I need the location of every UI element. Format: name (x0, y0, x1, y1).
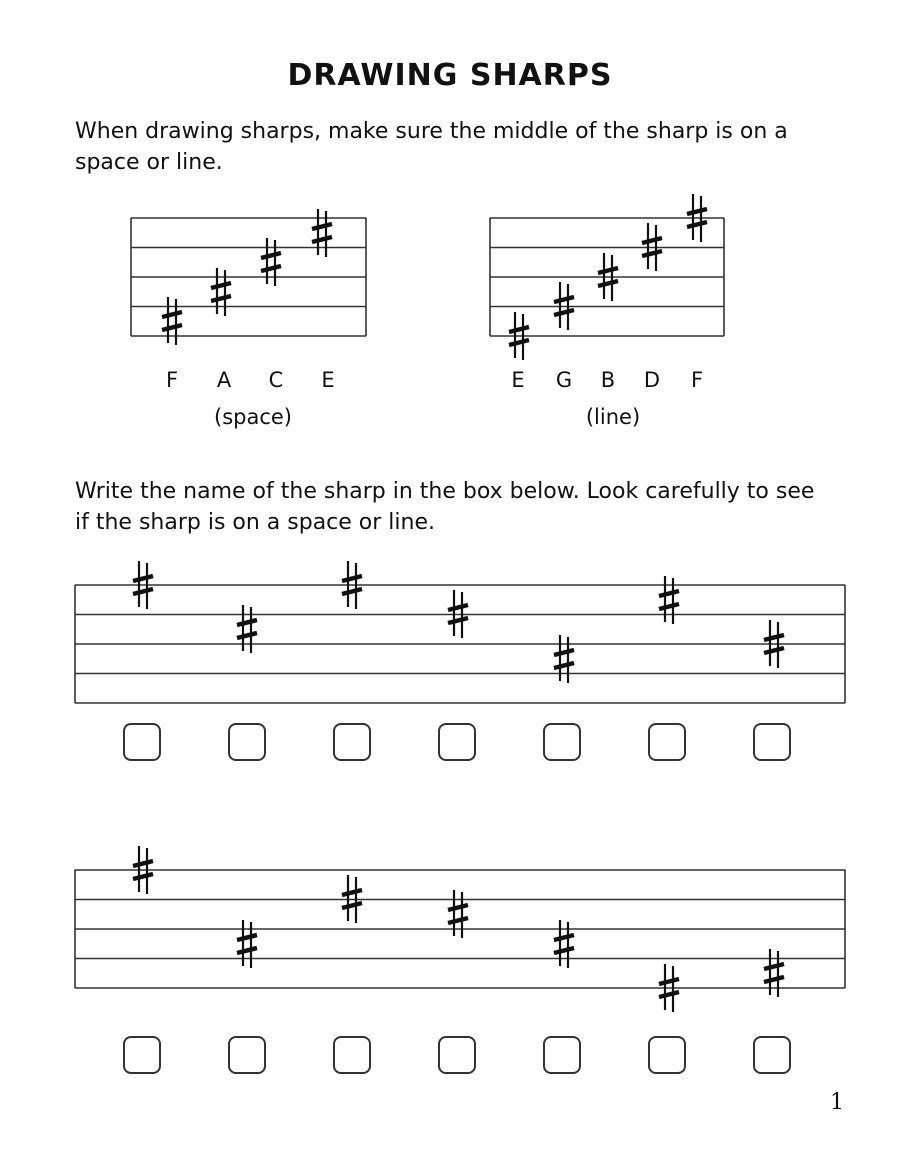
answer-box-2-4[interactable] (438, 1036, 476, 1074)
letter-space-3: C (268, 368, 284, 392)
answer-box-2-2[interactable] (228, 1036, 266, 1074)
answer-box-1-2[interactable] (228, 723, 266, 761)
letter-line-5: F (690, 368, 704, 392)
letter-line-4: D (643, 368, 661, 392)
answer-box-1-7[interactable] (753, 723, 791, 761)
line-caption: (line) (585, 405, 641, 429)
exercise-2-staff (75, 870, 845, 988)
letter-line-2: G (555, 368, 573, 392)
answer-box-1-5[interactable] (543, 723, 581, 761)
answer-box-2-5[interactable] (543, 1036, 581, 1074)
answer-box-1-4[interactable] (438, 723, 476, 761)
answer-box-2-7[interactable] (753, 1036, 791, 1074)
page-title: DRAWING SHARPS (287, 58, 613, 93)
letter-space-2: A (216, 368, 232, 392)
sharp-exercise-2-2 (237, 920, 257, 968)
answer-box-2-1[interactable] (123, 1036, 161, 1074)
letter-space-4: E (321, 368, 335, 392)
answer-box-1-6[interactable] (648, 723, 686, 761)
answer-box-1-3[interactable] (333, 723, 371, 761)
letter-space-1: F (165, 368, 179, 392)
letter-line-3: B (600, 368, 616, 392)
space-caption: (space) (214, 405, 292, 429)
answer-box-2-6[interactable] (648, 1036, 686, 1074)
sharp-exercise-2-5 (554, 920, 574, 968)
answer-box-2-3[interactable] (333, 1036, 371, 1074)
sharp-exercise-1-5 (554, 635, 574, 683)
sharp-exercise-1-2 (237, 605, 257, 653)
intro-text: When drawing sharps, make sure the middle of the sharp is on a space or line. (75, 119, 788, 175)
sharp-exercise-2-4 (448, 890, 468, 938)
sharp-exercise-1-6 (659, 576, 679, 624)
letter-line-1: E (511, 368, 525, 392)
instructions-text: Write the name of the sharp in the box below. Look carefully to see if the sharp is on a space or line. (75, 479, 815, 535)
page-number: 1 (830, 1090, 844, 1115)
answer-box-1-1[interactable] (123, 723, 161, 761)
exercise-1-staff (75, 585, 845, 703)
sharp-exercise-2-7 (764, 949, 784, 997)
